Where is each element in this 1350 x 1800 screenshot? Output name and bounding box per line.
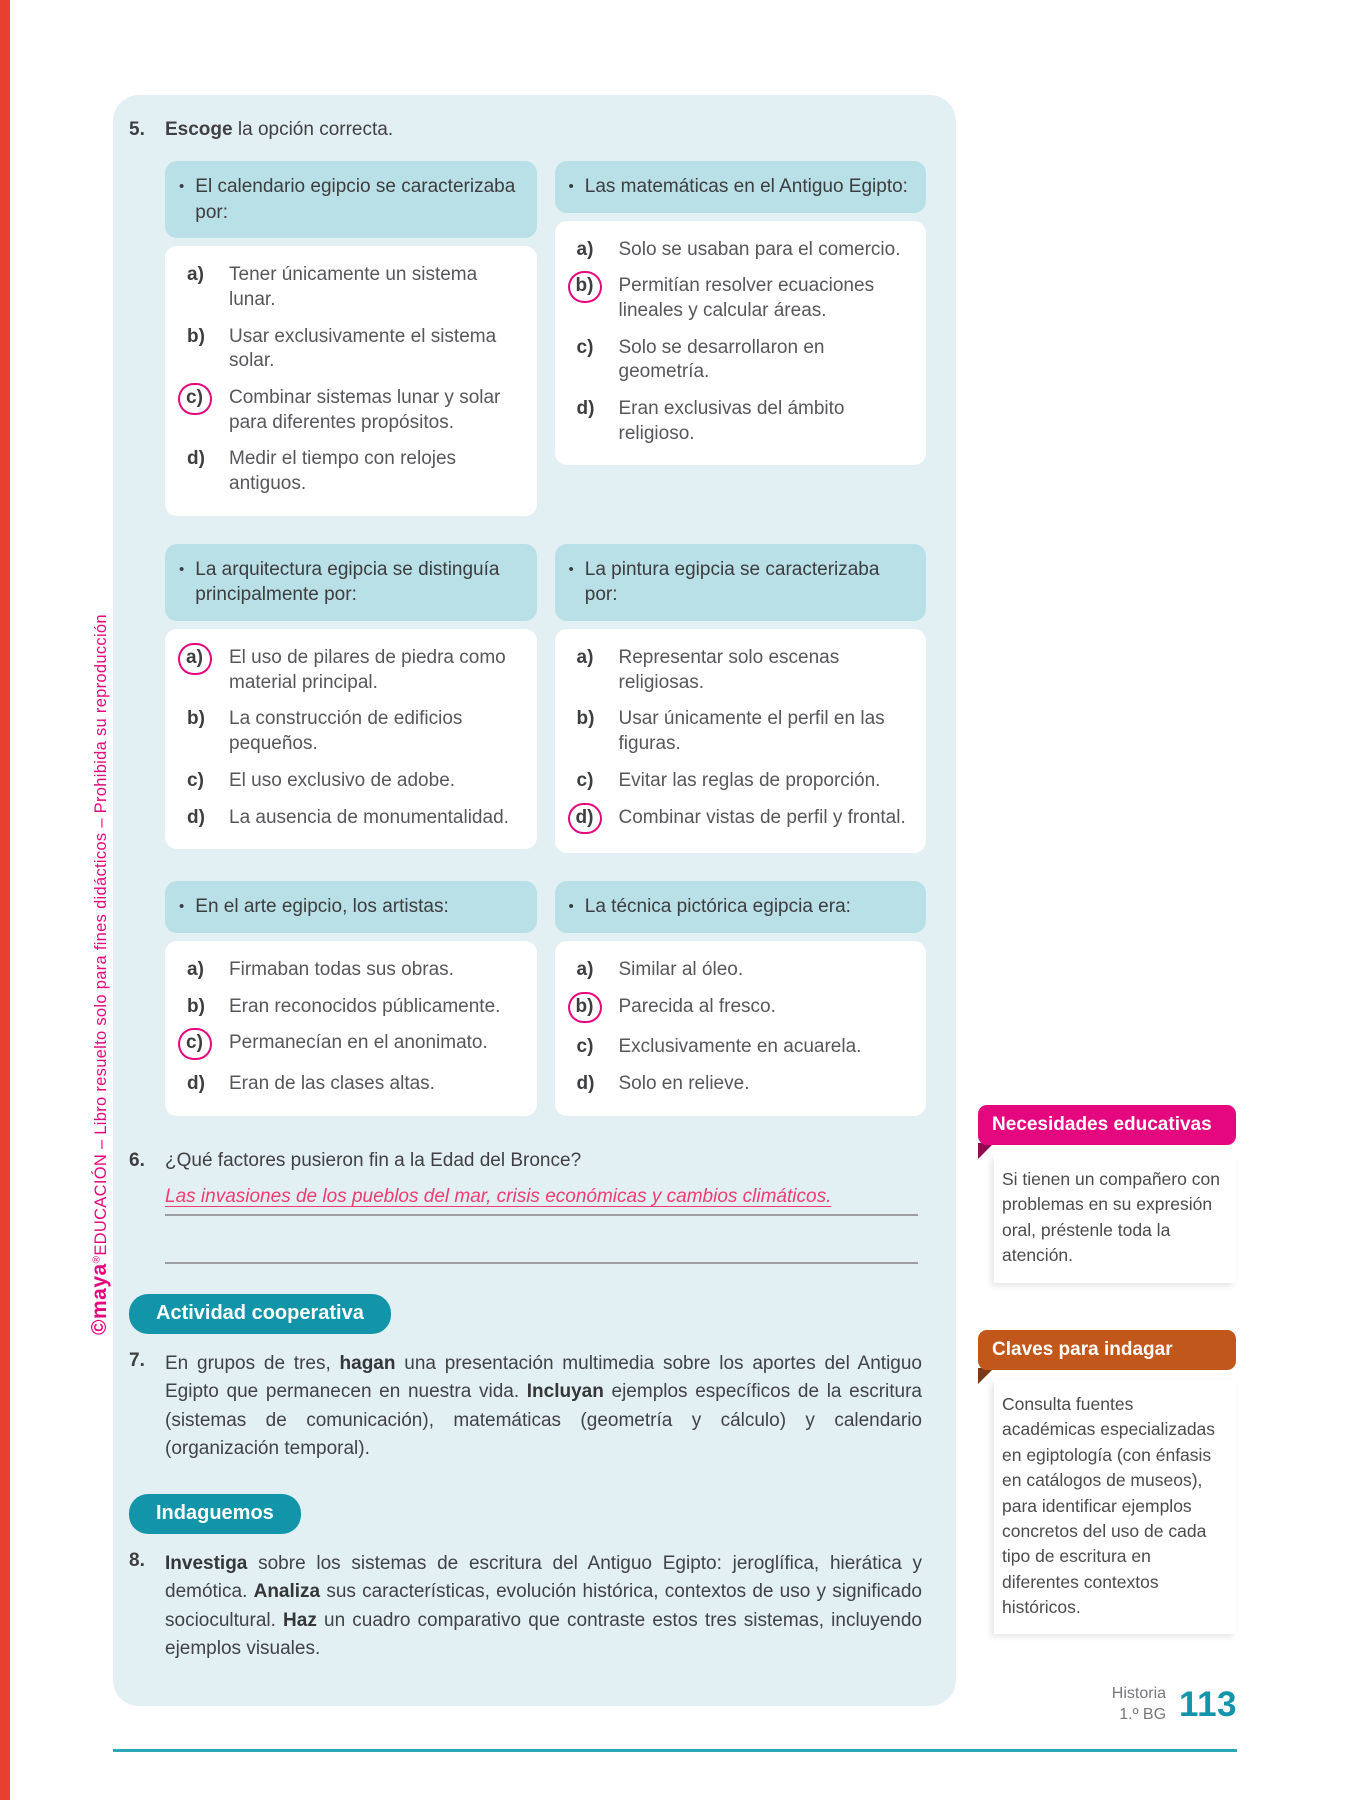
option-text: Permanecían en el anonimato.: [229, 1032, 488, 1054]
option-text: El uso exclusivo de adobe.: [229, 769, 456, 791]
question-block-text: La técnica pictórica egipcia era:: [584, 896, 851, 918]
option-row: [577, 958, 915, 983]
special-needs-callout: [978, 1105, 1236, 1283]
question-block: [165, 881, 537, 1115]
option-text: Combinar vistas de perfil y frontal.: [618, 806, 906, 828]
option-row: [187, 386, 525, 435]
option-row: [187, 769, 525, 794]
option-letter: a): [187, 264, 204, 286]
option-letter: a): [576, 647, 594, 669]
option-letter: d): [187, 1072, 205, 1094]
question-5: [129, 119, 926, 141]
options-card: [555, 629, 927, 853]
student-answer-text: Las invasiones de los pueblos del mar, crisis económicas y cambios climáticos.: [165, 1185, 832, 1207]
option-letter: a): [576, 958, 594, 980]
question-block: [165, 161, 537, 516]
question-block: [165, 544, 537, 849]
option-text: Representar solo escenas religiosas.: [618, 647, 840, 693]
option-letter: d): [187, 806, 205, 828]
special-needs-text: Si tienen un compañero con problemas en su expresión oral, préstenle toda la atención.: [994, 1155, 1236, 1283]
option-letter: d): [576, 398, 595, 420]
option-letter: b): [576, 708, 595, 730]
correct-answer-circle: a): [178, 643, 212, 675]
question-5-prompt: [165, 119, 393, 141]
question-block-text: En el arte egipcio, los artistas:: [195, 896, 449, 918]
correct-answer-circle: d): [568, 803, 603, 835]
option-row: [577, 1072, 915, 1097]
question-7: [129, 1350, 926, 1464]
option-text: Permitían resolver ecuaciones lineales y calcular áreas.: [618, 275, 875, 322]
option-row: [577, 238, 915, 263]
ribbon-fold-icon: [978, 1368, 994, 1384]
option-letter: a): [576, 238, 594, 260]
question-block-text: Las matemáticas en el Antiguo Egipto:: [584, 176, 908, 197]
option-letter: c): [576, 1036, 594, 1058]
question-block: [555, 881, 927, 1115]
option-text: Firmaban todas sus obras.: [229, 958, 454, 980]
question-7-number: 7.: [129, 1349, 145, 1371]
options-card: [555, 941, 927, 1116]
question-block-header: [555, 881, 927, 933]
option-row: [577, 646, 915, 695]
option-text: Solo se usaban para el comercio.: [618, 238, 901, 260]
option-letter: c): [576, 336, 594, 358]
option-row: [187, 263, 525, 312]
option-row: [577, 274, 915, 323]
question-block-header: [165, 544, 537, 621]
option-text: El uso de pilares de piedra como material principal.: [229, 647, 506, 693]
exercises-panel: [113, 95, 956, 1706]
question-block: [555, 544, 927, 853]
option-text: Eran de las clases altas.: [229, 1072, 435, 1094]
research-keys-text: Consulta fuentes académicas especializadas en egiptología (con énfasis en catálogos de museos), para identificar ejemplos concretos del uso de cada tipo de escritura en diferentes contextos históricos.: [994, 1380, 1236, 1634]
option-text: Parecida al fresco.: [618, 995, 776, 1017]
special-needs-title: Necesidades educativas: [978, 1105, 1236, 1145]
footer-grade: 1.º BG: [1119, 1705, 1167, 1723]
options-card: [555, 221, 927, 466]
correct-answer-circle: b): [568, 271, 603, 303]
option-text: Tener únicamente un sistema lunar.: [229, 264, 478, 310]
option-letter: b): [187, 708, 205, 730]
page-footer: [113, 1684, 1237, 1726]
option-letter: d): [576, 1072, 595, 1094]
page-number: 113: [1179, 1684, 1237, 1724]
option-letter: b): [187, 995, 205, 1017]
option-letter: c): [576, 769, 594, 791]
question-6: [129, 1150, 926, 1172]
bullet-icon: •: [179, 560, 185, 578]
registered-mark-icon: ®: [91, 1255, 103, 1264]
options-card: [165, 246, 537, 516]
question-8-number: 8.: [129, 1549, 145, 1571]
option-text: Exclusivamente en acuarela.: [618, 1036, 862, 1058]
question-block-text: La arquitectura egipcia se distinguía principalmente por:: [195, 558, 500, 606]
bullet-icon: •: [568, 560, 574, 578]
question-block: [555, 161, 927, 465]
research-keys-callout: [978, 1330, 1236, 1634]
question-6-number: 6.: [129, 1149, 145, 1171]
option-row: [187, 958, 525, 983]
option-letter: c): [187, 769, 204, 791]
question-5-number: 5.: [129, 119, 145, 140]
option-row: [577, 806, 915, 835]
option-row: [577, 769, 915, 794]
option-text: Eran exclusivas del ámbito religioso.: [618, 398, 845, 444]
option-text: Evitar las reglas de proporción.: [618, 769, 881, 791]
question-block-header: [555, 161, 927, 213]
question-block-header: [165, 881, 537, 933]
publisher-logo: ©maya: [88, 1263, 111, 1335]
option-row: [187, 325, 525, 374]
option-text: Medir el tiempo con relojes antiguos.: [229, 448, 457, 495]
option-row: [187, 995, 525, 1020]
option-text: Combinar sistemas lunar y solar para diferentes propósitos.: [229, 387, 501, 433]
option-letter: a): [187, 958, 204, 980]
question-block-text: El calendario egipcio se caracterizaba por:: [195, 176, 516, 223]
option-row: [577, 397, 915, 446]
bullet-icon: •: [179, 898, 185, 916]
copyright-notice: EDUCACIÓN – Libro resuelto solo para fines didácticos – Prohibida su reproducción: [92, 614, 110, 1256]
option-text: Usar únicamente el perfil en las figuras.: [618, 708, 885, 755]
question-5-verb: Escoge: [165, 119, 233, 140]
question-5-rest: la opción correcta.: [232, 119, 394, 140]
bullet-icon: •: [568, 898, 574, 916]
footer-course: Historia: [1111, 1685, 1167, 1702]
option-text: Similar al óleo.: [618, 958, 744, 980]
cooperative-activity-badge: Actividad cooperativa: [129, 1294, 391, 1334]
option-text: Usar exclusivamente el sistema solar.: [229, 325, 497, 372]
option-row: [187, 646, 525, 695]
option-letter: d): [187, 448, 205, 470]
option-row: [187, 1072, 525, 1097]
question-7-text: En grupos de tres, hagan una presentación multimedia sobre los aportes del Antiguo Egipto que permanecen en nuestra vida. Incluyan ejemplos específicos de la escritura (sistemas de comunicación), matemáticas (geometría y cálculo) y calendario (organización temporal).: [165, 1352, 922, 1460]
question-block-header: [165, 161, 537, 238]
option-row: [187, 707, 525, 756]
option-row: [577, 336, 915, 385]
question-grid: [165, 161, 926, 1116]
footer-rule: [113, 1749, 1237, 1752]
indaguemos-badge: Indaguemos: [129, 1494, 301, 1534]
bullet-icon: •: [568, 178, 574, 195]
answer-block: [165, 1186, 918, 1264]
option-text: Solo en relieve.: [618, 1072, 750, 1094]
answer-line-2: [165, 1216, 918, 1264]
option-text: La ausencia de monumentalidad.: [229, 806, 509, 828]
question-block-text: La pintura egipcia se caracterizaba por:: [584, 558, 880, 606]
bullet-icon: •: [179, 178, 185, 195]
correct-answer-circle: b): [568, 992, 603, 1024]
option-letter: b): [187, 325, 205, 347]
option-row: [187, 447, 525, 496]
option-row: [577, 1035, 915, 1060]
option-row: [577, 995, 915, 1024]
research-keys-title: Claves para indagar: [978, 1330, 1236, 1370]
correct-answer-circle: c): [178, 1028, 212, 1060]
options-card: [165, 629, 537, 849]
page-edge-bar: [0, 0, 10, 1800]
option-row: [187, 806, 525, 831]
question-block-header: [555, 544, 927, 621]
ribbon-fold-icon: [978, 1143, 994, 1159]
option-row: [187, 1031, 525, 1060]
option-row: [577, 707, 915, 756]
question-8: [129, 1550, 926, 1664]
answer-line-1: [165, 1186, 918, 1216]
option-text: Solo se desarrollaron en geometría.: [618, 336, 825, 383]
option-text: Eran reconocidos públicamente.: [229, 995, 501, 1017]
option-text: La construcción de edificios pequeños.: [229, 708, 463, 755]
question-8-text: Investiga sobre los sistemas de escritura del Antiguo Egipto: jeroglífica, hierática y demótica. Analiza sus características, evolución histórica, contextos de uso y significado sociocultural. Haz un cuadro comparativo que contraste estos tres sistemas, incluyendo ejemplos visuales.: [165, 1552, 923, 1660]
options-card: [165, 941, 537, 1116]
question-6-prompt: ¿Qué factores pusieron fin a la Edad del Bronce?: [165, 1149, 582, 1171]
correct-answer-circle: c): [178, 383, 212, 415]
